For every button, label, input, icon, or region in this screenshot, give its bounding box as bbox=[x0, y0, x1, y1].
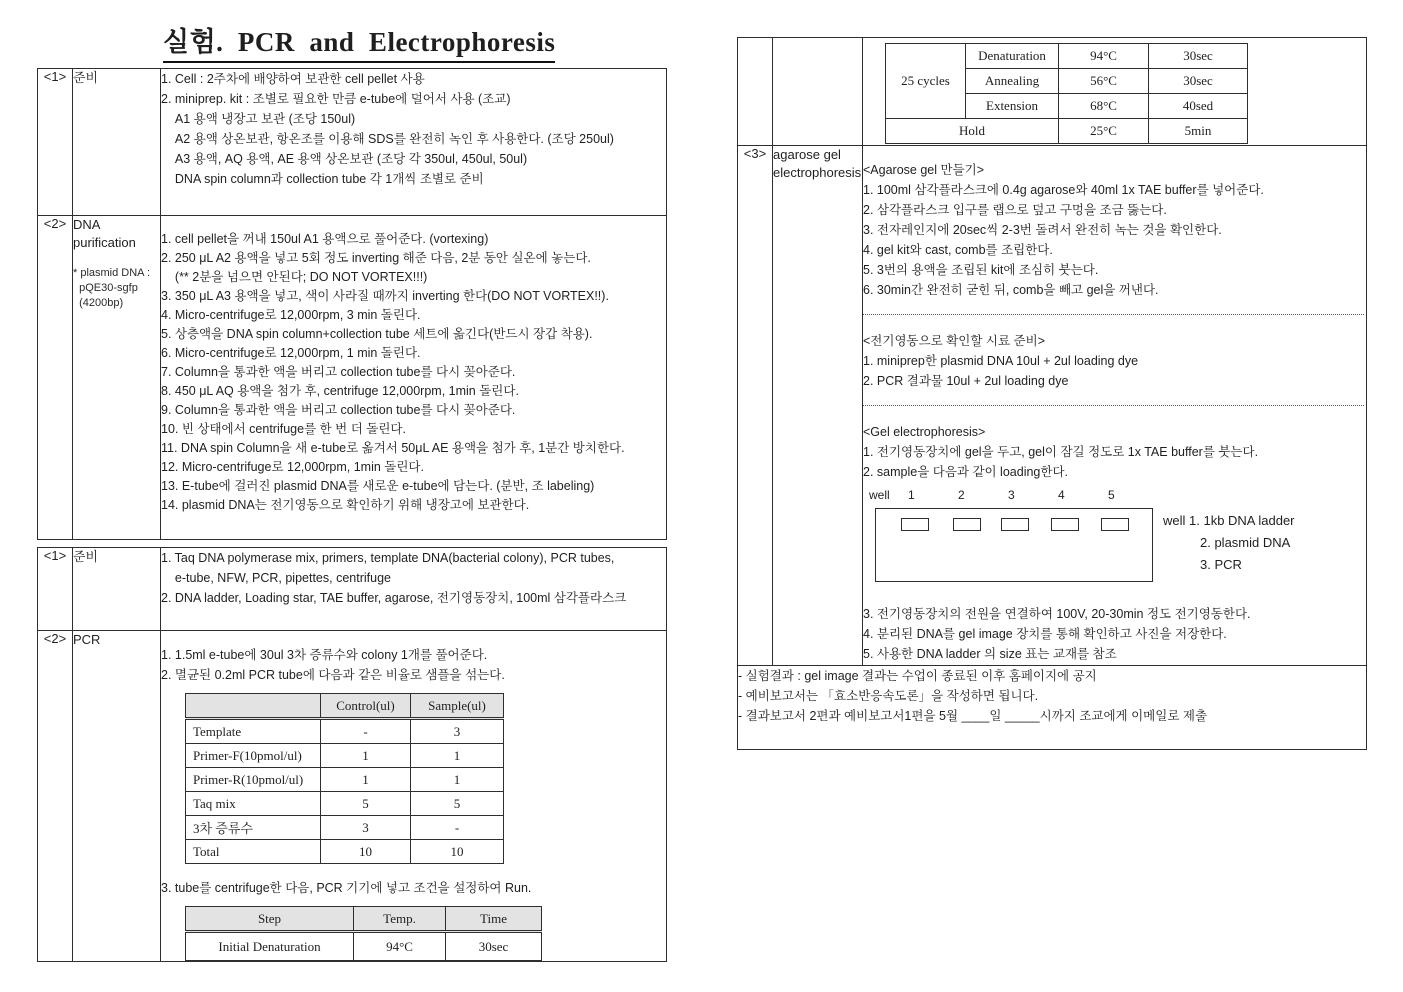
text-line: (** 2분을 넘으면 안된다; DO NOT VORTEX!!!) bbox=[161, 270, 428, 284]
table-cell: Initial Denaturation bbox=[186, 932, 354, 961]
text-line: (4200bp) bbox=[73, 297, 124, 309]
text-line: 3. tube를 centrifuge한 다음, PCR 기기에 넣고 조건을 설정하여 Run. bbox=[161, 881, 532, 895]
text-line: 3. 전기영동장치의 전원을 연결하여 100V, 20-30min 정도 전기영동한다. bbox=[863, 607, 1251, 621]
table-header-cell: Sample(ul) bbox=[411, 694, 504, 719]
text-line: 1. 100ml 삼각플라스크에 0.4g agarose와 40ml 1x TAE buffer를 넣어준다. bbox=[863, 183, 1264, 197]
pcr-cycles-table bbox=[885, 43, 1248, 144]
table-cell: 94°C bbox=[354, 932, 446, 961]
table-row bbox=[38, 216, 667, 540]
procedure-lines bbox=[161, 548, 666, 608]
text-line: 6. 30min간 완전히 굳힌 뒤, comb을 빼고 gel을 꺼낸다. bbox=[863, 283, 1159, 297]
subsection-heading: <Gel electrophoresis> bbox=[863, 425, 986, 439]
text-line: 1. Cell : 2주차에 배양하여 보관한 cell pellet 사용 bbox=[161, 72, 425, 86]
subsection-heading: <Agarose gel 만들기> bbox=[863, 163, 985, 177]
table-cell: 30sec bbox=[446, 932, 542, 961]
table-row bbox=[886, 44, 1248, 69]
table-cell: 3 bbox=[411, 719, 504, 744]
step-cell: Denaturation bbox=[966, 44, 1059, 69]
text-line: well 1. 1kb DNA ladder bbox=[1163, 513, 1295, 528]
text-line: 3. 전자레인지에 20sec씩 2-3번 돌려서 완전히 녹는 것을 확인한다. bbox=[863, 223, 1222, 237]
gel-well bbox=[1001, 518, 1029, 531]
table-header-cell: Control(ul) bbox=[321, 694, 411, 719]
text-line: 6. Micro-centrifuge로 12,000rpm, 1 min 돌린다. bbox=[161, 346, 421, 360]
table-header-cell: Step bbox=[186, 907, 354, 932]
table-header-row bbox=[186, 694, 504, 719]
table-header-cell: Temp. bbox=[354, 907, 446, 932]
text-line: 3. PCR bbox=[1200, 557, 1242, 572]
section-label: PCR bbox=[73, 631, 161, 962]
well-number: 3 bbox=[1008, 488, 1015, 502]
gel-well bbox=[1101, 518, 1129, 531]
table-cell: Taq mix bbox=[186, 792, 321, 816]
text-line: 2. miniprep. kit : 조별로 필요한 만큼 e-tube에 덜어서 사용 (조교) bbox=[161, 92, 511, 106]
section-content bbox=[161, 216, 667, 540]
plasmid-note bbox=[73, 266, 160, 311]
text-line: 3. 350 μL A3 용액을 넣고, 색이 사라질 때까지 inverting 한다(DO NOT VORTEX!!). bbox=[161, 289, 609, 303]
section-number: <2> bbox=[38, 631, 73, 962]
text-line: 2. PCR 결과물 10ul + 2ul loading dye bbox=[863, 374, 1069, 388]
electrophoresis-table bbox=[737, 37, 1367, 750]
procedure-lines bbox=[863, 442, 1366, 482]
time-cell: 30sec bbox=[1149, 69, 1248, 94]
procedure-lines bbox=[161, 230, 666, 515]
section-divider bbox=[863, 314, 1364, 315]
text-line: 2. 삼각플라스크 입구를 랩으로 덮고 구멍을 조금 뚫는다. bbox=[863, 203, 1167, 217]
table-cell: - bbox=[411, 816, 504, 840]
time-cell: 5min bbox=[1149, 119, 1248, 144]
step-cell: Extension bbox=[966, 94, 1059, 119]
text-line: 1. Taq DNA polymerase mix, primers, template DNA(bacterial colony), PCR tubes, bbox=[161, 551, 615, 565]
table-row bbox=[186, 816, 504, 840]
table-cell: Primer-F(10pmol/ul) bbox=[186, 744, 321, 768]
table-row bbox=[186, 840, 504, 864]
text-line: 1. 전기영동장치에 gel을 두고, gel이 잠길 정도로 1x TAE buffer를 붓는다. bbox=[863, 445, 1259, 459]
table-row bbox=[738, 38, 1367, 146]
hold-cell: Hold bbox=[886, 119, 1059, 144]
table-cell: Primer-R(10pmol/ul) bbox=[186, 768, 321, 792]
section-content bbox=[863, 38, 1367, 146]
table-cell: Template bbox=[186, 719, 321, 744]
table-cell: 1 bbox=[411, 744, 504, 768]
procedure-lines bbox=[161, 69, 666, 189]
procedure-lines bbox=[161, 645, 666, 685]
table-cell: 1 bbox=[411, 768, 504, 792]
temp-cell: 94°C bbox=[1059, 44, 1149, 69]
procedure-line bbox=[161, 878, 666, 898]
subsection-heading: <전기영동으로 확인할 시료 준비> bbox=[863, 334, 1045, 348]
gel-legend bbox=[1163, 510, 1295, 576]
temp-cell: 68°C bbox=[1059, 94, 1149, 119]
table-row bbox=[186, 768, 504, 792]
well-number: 4 bbox=[1058, 488, 1065, 502]
cycles-label-cell: 25 cycles bbox=[886, 44, 966, 119]
text-line: A3 용액, AQ 용액, AE 용액 상온보관 (조당 각 350ul, 450ul, 50ul) bbox=[161, 152, 528, 166]
temp-cell: 25°C bbox=[1059, 119, 1149, 144]
table-cell: - bbox=[321, 719, 411, 744]
table-row bbox=[186, 744, 504, 768]
table-row bbox=[38, 69, 667, 216]
table-row bbox=[186, 932, 542, 961]
well-axis-label: well bbox=[869, 488, 890, 502]
table-row bbox=[738, 666, 1367, 750]
table-cell: 1 bbox=[321, 768, 411, 792]
procedure-lines bbox=[863, 180, 1366, 300]
table-row bbox=[886, 119, 1248, 144]
section-label bbox=[73, 216, 161, 540]
table-row bbox=[38, 548, 667, 631]
section-label: 준비 bbox=[73, 548, 161, 631]
section-label-empty bbox=[773, 38, 863, 146]
text-line: 2. 250 μL A2 용액을 넣고 5회 정도 inverting 해준 다음, 2분 동안 실온에 놓는다. bbox=[161, 251, 591, 265]
section-label-text: DNA purification bbox=[73, 217, 136, 250]
step-cell: Annealing bbox=[966, 69, 1059, 94]
section-label: 준비 bbox=[73, 69, 161, 216]
text-line: 5. 사용한 DNA ladder 의 size 표는 교재를 참조 bbox=[863, 647, 1117, 661]
text-line: * plasmid DNA : bbox=[73, 267, 151, 279]
section-divider bbox=[863, 405, 1364, 406]
table-row bbox=[738, 146, 1367, 666]
text-line: 12. Micro-centrifuge로 12,000rpm, 1min 돌린다. bbox=[161, 460, 424, 474]
text-line: 11. DNA spin Column을 새 e-tube로 옮겨서 50μL AE 용액을 첨가 후, 1분간 방치한다. bbox=[161, 441, 625, 455]
pcr-protocol-table bbox=[37, 547, 667, 962]
text-line: A2 용액 상온보관, 항온조를 이용해 SDS를 완전히 녹인 후 사용한다. (조당 250ul) bbox=[161, 132, 614, 146]
text-line: 4. 분리된 DNA를 gel image 장치를 통해 확인하고 사진을 저장한다. bbox=[863, 627, 1227, 641]
pcr-steps-table bbox=[185, 906, 542, 961]
table-row bbox=[38, 631, 667, 962]
text-line: 2. DNA ladder, Loading star, TAE buffer, agarose, 전기영동장치, 100ml 삼각플라스크 bbox=[161, 591, 627, 605]
notes-lines bbox=[738, 666, 1366, 726]
text-line: - 결과보고서 2편과 예비보고서1편을 5월 ____일 _____시까지 조교에게 이메일로 제출 bbox=[738, 709, 1208, 723]
text-line: 2. plasmid DNA bbox=[1200, 535, 1291, 550]
table-header-row bbox=[186, 907, 542, 932]
section-content bbox=[161, 631, 667, 962]
text-line: 5. 상층액을 DNA spin column+collection tube 세트에 옮긴다(반드시 장갑 착용). bbox=[161, 327, 593, 341]
text-line: 2. sample을 다음과 같이 loading한다. bbox=[863, 465, 1068, 479]
procedure-lines bbox=[863, 604, 1366, 664]
section-content bbox=[161, 69, 667, 216]
text-line: pQE30-sgfp bbox=[73, 282, 138, 294]
table-cell: 5 bbox=[411, 792, 504, 816]
text-line: 10. 빈 상태에서 centrifuge를 한 번 더 돌린다. bbox=[161, 422, 406, 436]
section-content bbox=[863, 146, 1367, 666]
section-label: agarose gel electrophoresis bbox=[773, 146, 863, 666]
time-cell: 40sed bbox=[1149, 94, 1248, 119]
time-cell: 30sec bbox=[1149, 44, 1248, 69]
text-line: 2. 멸균된 0.2ml PCR tube에 다음과 같은 비율로 샘플을 섞는다. bbox=[161, 668, 505, 682]
text-line: 5. 3번의 용액을 조립된 kit에 조심히 붓는다. bbox=[863, 263, 1099, 277]
text-line: - 예비보고서는 「효소반응속도론」을 작성하면 됩니다. bbox=[738, 689, 1039, 703]
section-number: <1> bbox=[38, 548, 73, 631]
table-cell: Total bbox=[186, 840, 321, 864]
text-line: 1. miniprep한 plasmid DNA 10ul + 2ul loading dye bbox=[863, 354, 1139, 368]
table-cell: 10 bbox=[321, 840, 411, 864]
text-line: 4. gel kit와 cast, comb를 조립한다. bbox=[863, 243, 1053, 257]
gel-diagram bbox=[863, 488, 1366, 592]
text-line: 4. Micro-centrifuge로 12,000rpm, 3 min 돌린다. bbox=[161, 308, 421, 322]
text-line: 9. Column을 통과한 액을 버리고 collection tube를 다시 꽂아준다. bbox=[161, 403, 516, 417]
well-number: 2 bbox=[958, 488, 965, 502]
temp-cell: 56°C bbox=[1059, 69, 1149, 94]
table-row bbox=[186, 792, 504, 816]
page-title: 실험. PCR and Electrophoresis bbox=[163, 20, 555, 63]
mix-ratio-table bbox=[185, 693, 504, 864]
text-line: 14. plasmid DNA는 전기영동으로 확인하기 위해 냉장고에 보관한다. bbox=[161, 498, 530, 512]
gel-box bbox=[875, 508, 1153, 582]
section-content bbox=[161, 548, 667, 631]
section-number-empty bbox=[738, 38, 773, 146]
notes-cell bbox=[738, 666, 1367, 750]
procedure-lines bbox=[863, 351, 1366, 391]
table-cell: 1 bbox=[321, 744, 411, 768]
text-line: DNA spin column과 collection tube 각 1개씩 조별로 준비 bbox=[161, 172, 484, 186]
text-line: 13. E-tube에 걸러진 plasmid DNA를 새로운 e-tube에 담는다. (분반, 조 labeling) bbox=[161, 479, 595, 493]
section-number: <2> bbox=[38, 216, 73, 540]
table-header-cell: Time bbox=[446, 907, 542, 932]
table-row bbox=[186, 719, 504, 744]
text-line: 8. 450 μL AQ 용액을 첨가 후, centrifuge 12,000rpm, 1min 돌린다. bbox=[161, 384, 519, 398]
table-cell: 10 bbox=[411, 840, 504, 864]
section-number: <3> bbox=[738, 146, 773, 666]
table-cell: 5 bbox=[321, 792, 411, 816]
text-line: A1 용액 냉장고 보관 (조당 150ul) bbox=[161, 112, 356, 126]
text-line: 1. cell pellet을 꺼내 150ul A1 용액으로 풀어준다. (vortexing) bbox=[161, 232, 489, 246]
prep-purification-table bbox=[37, 68, 667, 540]
gel-well bbox=[901, 518, 929, 531]
well-number: 5 bbox=[1108, 488, 1115, 502]
section-number: <1> bbox=[38, 69, 73, 216]
table-cell: 3 bbox=[321, 816, 411, 840]
table-header-cell bbox=[186, 694, 321, 719]
gel-well bbox=[953, 518, 981, 531]
text-line: e-tube, NFW, PCR, pipettes, centrifuge bbox=[161, 571, 391, 585]
well-number: 1 bbox=[908, 488, 915, 502]
gel-well bbox=[1051, 518, 1079, 531]
text-line: 7. Column을 통과한 액을 버리고 collection tube를 다시 꽂아준다. bbox=[161, 365, 516, 379]
text-line: - 실험결과 : gel image 결과는 수업이 종료된 이후 홈페이지에 공지 bbox=[738, 669, 1097, 683]
table-cell: 3차 증류수 bbox=[186, 816, 321, 840]
text-line: 1. 1.5ml e-tube에 30ul 3차 증류수와 colony 1개를 풀어준다. bbox=[161, 648, 488, 662]
